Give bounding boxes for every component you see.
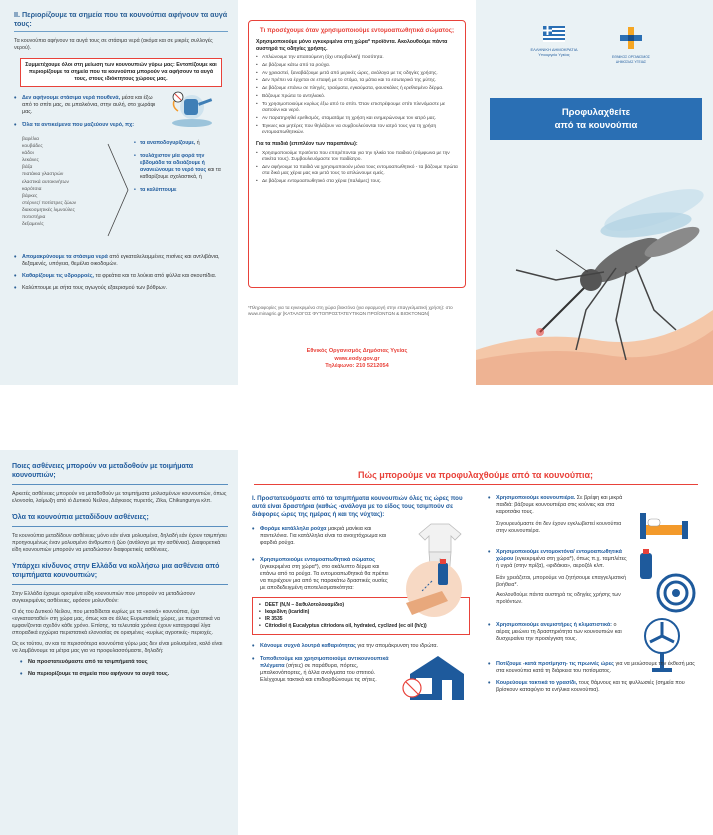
bed-icon bbox=[636, 501, 692, 541]
measure-protect: • Να προστατευόμαστε από τα τσιμπήματά τους bbox=[20, 659, 228, 666]
container-item: διακοσμητικές λιμνούλες bbox=[22, 207, 75, 213]
item-fan: • Χρησιμοποιούμε ανεμιστήρες ή κλιματιστικά: ο αέρας μειώνει τη δραστηριότητα των κουνουπιών και δυσχεραίνει την προσέγγιση τους. bbox=[488, 622, 628, 643]
list-item: • Αν χρειαστεί, ξαναβάζουμε μετά από μερικές ώρες, ανάλογα με τις οδηγίες χρήσης. bbox=[256, 71, 458, 77]
repellent-box bbox=[248, 20, 466, 288]
divider bbox=[12, 484, 228, 485]
section-bites: Ι. Προστατευόμαστε από τα τσιμπήματα κουνουπιών όλες τις ώρες που αυτά είναι δραστήρια (καθώς -ανάλογα με το είδος τους τσιμπούν σε διάφορες ώρες της ημέρας ή και της νύχτας): bbox=[252, 495, 463, 518]
panel-cover bbox=[476, 0, 713, 385]
precautions-text: Ως εκ τούτου, αν και τα περισσότερα κουνούπια γύρω μας δεν είναι μολυσμένα, καλό είναι να λαμβάνουμε τα μέτρα μας για να προφυλασσόμαστε, δηλαδή: bbox=[12, 641, 223, 654]
container-item: λεκάνες bbox=[22, 158, 39, 164]
item-lawn: • Κουρεύουμε τακτικά το γρασίδι, τους θάμνους και τις φυλλωσιές (σημεία που βρίσκουν καταφύγιο τα ενήλικα κουνούπια). bbox=[488, 680, 700, 694]
substance-item: • DEET (N,N – διεθυλοτολουαμίδιο) bbox=[259, 602, 463, 609]
eody-logo bbox=[608, 26, 654, 65]
risk-heading: Υπάρχει κίνδυνος στην Ελλάδα να κολλήσω μια ασθένεια από τσιμπήματα κουνουπιών; bbox=[12, 563, 220, 579]
callout-box: Συμμετέχουμε όλοι στη μείωση των κουνουπιών γύρω μας: Εντοπίζουμε και περιορίζουμε τα σημεία που τα κουνούπια μπορούν να αφήσουν τα αυγά τους, στους ιδιόκτητους χώρους μας. bbox=[20, 58, 222, 87]
item-watering: • Ποτίζουμε -κατά προτίμηση- τις πρωινές ώρες για να μειώσουμε την έκθεσή μας στα κουνούπια κατά τη διάρκεια του ποτίσματος. bbox=[488, 661, 700, 675]
brochure-back bbox=[0, 450, 713, 835]
west-nile-text: Ο ιός του Δυτικού Νείλου, που μεταδίδεται κυρίως με τα «κοινά» κουνούπια, έχει «εγκατασταθεί» στη χώρα μας, όπως και σε άλλες Ευρωπαϊκές χώρες, με περιστατικά να εμφανίζονται σχεδόν κάθε χρόνο. Επίσης, τα τελευταία χρόνια έχουν καταγραφεί λίγα σποραδικά εγχώρια περιστατικά ελονοσίας σε ορισμένες -κυρίως αγροτικές- περιοχές. bbox=[12, 609, 220, 636]
list-item: • Το χρησιμοποιούμε κυρίως έξω από το σπίτι. Όταν επιστρέψουμε σπίτι πλενόμαστε με σαπούνι και νερό. bbox=[256, 102, 458, 115]
list-item: • Χρησιμοποιούμε προϊόντα που επιτρέπονται για την ηλικία του παιδιού (σύμφωνα με την ετικέτα τους). Συμβουλευόμαστε τον παιδίατρο. bbox=[256, 151, 458, 164]
container-items bbox=[22, 136, 76, 228]
action-items bbox=[134, 140, 230, 200]
insecticide-note2: Ακολουθούμε πάντα αυστηρά τις οδηγίες χρήσης των προϊόντων. bbox=[496, 592, 621, 605]
org-url[interactable]: www.eody.gov.gr bbox=[334, 355, 380, 362]
divider bbox=[14, 31, 228, 32]
banner-line1: Προφυλαχθείτε bbox=[561, 107, 631, 118]
protection-column-left bbox=[252, 495, 470, 689]
container-item: πιατάκια γλαστρών bbox=[22, 172, 64, 178]
container-item: ελαστικά αυτοκινήτων bbox=[22, 179, 69, 185]
diseases-heading: Ποιες ασθένειες μπορούν να μεταδοθούν με τοιμήματα κουνουπιών; bbox=[12, 463, 194, 479]
org-contact bbox=[248, 348, 466, 371]
list-item: • Έγκυες και μητέρες που θηλάζουν να συμβουλεύονται τον ιατρό τους για τη χρήση εντομοαπωθητικών. bbox=[256, 124, 458, 137]
footnote: *Πληροφορίες για τα εγκεκριμένα στη χώρα βιοκτόνα (για εφαρμογή στην επαγγελματική χρήση): στο www.minagric.gr [ΚΑΤΑΛΟΓΟΣ ΦΥΤΟΠΡΟΣΤΑΤΕΥΤΙΚΩΝ ΠΡΟΪΟΝΤΩΝ & ΒΙΟΚΤΟΝΩΝ] bbox=[248, 305, 453, 316]
brace-shape bbox=[106, 142, 132, 238]
intro-text: Τα κουνούπια αφήνουν τα αυγά τους σε στάσιμα νερά (ακόμα και σε μικρές συλλογές νερού). bbox=[14, 38, 213, 51]
bullet-gutters: • Καθαρίζουμε τις υδρορροές, τα φρεάτια και τα λούκια από φύλλα και σκουπίδια. bbox=[14, 273, 228, 280]
measure-limit: • Να περιορίζουμε τα σημεία που αφήνουν τα αυγά τους. bbox=[20, 671, 228, 678]
containers-list bbox=[14, 134, 228, 254]
item-insecticide: • Χρησιμοποιούμε εντομοκτόνα/ εντομοαπωθητικά χώρου (εγκεκριμένα στη χώρα*), όπως π.χ. ταμπλέτες ή υγρά (στην πρίζα), «φιδάκια», αεροζόλ κλπ. bbox=[488, 549, 628, 570]
diseases-text: Αρκετές ασθένειες μπορούν να μεταδοθούν με τσιμπήματα μολυσμένων κουνουπιών, όπως ελονοσία, λοίμωξη από ιό Δυτικού Νείλου, Δάγκειος πυρετός, Zika, Chikungunya κλπ. bbox=[12, 491, 227, 504]
list-item: • Δε βάζουμε εντομοαπωθητικό στα χέρια (παλάμες) τους. bbox=[256, 179, 458, 185]
house-screen-icon bbox=[402, 652, 468, 702]
repellent-title: Τι προσέχουμε όταν χρησιμοποιούμε εντομοαπωθητικά σώματος; bbox=[259, 27, 455, 34]
item-net: • Χρησιμοποιούμε κουνουπιέρα. Σε βρέφη και μικρά παιδιά: βάζουμε κουνουπιέρα στις κούνιες και στα καροτσάκι τους. bbox=[488, 495, 628, 516]
insecticide-note: Εάν χρειάζεται, μπορούμε να ζητήσουμε επαγγελματική βοήθεια*. bbox=[496, 575, 627, 588]
protection-column-right bbox=[488, 495, 700, 699]
substance-item: • Citriodiol ή Eucalyptus citriodora oil, hydrated, cyclized (ec oil (h/c)) bbox=[259, 623, 463, 630]
title-rule bbox=[254, 484, 698, 485]
action-item: • τα αναποδογυρίζουμε, ή bbox=[134, 140, 230, 147]
item-clothing: • Φοράμε κατάλληλα ρούχα μακριά μανίκια και παντελόνια. Για κατάλληλα είναι τα ανοιχτόχρωμα και φαρδιά ρούχα. bbox=[252, 526, 400, 547]
repellent-subtitle: Χρησιμοποιούμε μόνο εγκεκριμένα στη χώρα* προϊόντα. Ακολουθούμε πάντα αυστηρά τις οδηγίες χρήσης. bbox=[256, 39, 448, 52]
greek-flag-icon bbox=[543, 26, 565, 42]
bullet-containers: • Όλα τα αντικείμενα που μαζεύουν νερό, πχ: bbox=[14, 122, 228, 129]
net-note: Σιγουρευόμαστε ότι δεν έχουν εγκλωβιστεί κουνούπια στην κουνουπιέρα. bbox=[496, 521, 622, 534]
org-name: Εθνικός Οργανισμός Δημόσιας Υγείας bbox=[306, 348, 408, 354]
ministry-logo bbox=[524, 26, 584, 57]
list-item: • Απλώνουμε την απαιτούμενη (όχι υπερβολική) ποσότητα. bbox=[256, 55, 458, 61]
spray-coil-icon bbox=[634, 549, 696, 619]
section-title: ΙΙ. Περιορίζουμε τα σημεία που τα κουνούπια αφήνουν τα αυγά τους: bbox=[14, 10, 228, 28]
container-item: δεξαμενές bbox=[22, 222, 44, 228]
divider bbox=[12, 584, 228, 585]
divider bbox=[12, 526, 228, 527]
container-item: κουβάδες bbox=[22, 144, 43, 150]
kids-list bbox=[256, 151, 458, 185]
mosquito-illustration bbox=[476, 160, 713, 385]
list-item: • Βάζουμε πρώτα το αντηλιακό. bbox=[256, 94, 458, 100]
container-item: κάδοι bbox=[22, 151, 34, 157]
list-item: • Αν παρατηρηθεί ερεθισμός, σταματάμε τη χρήση και ενημερώνουμε τον ιατρό μας. bbox=[256, 116, 458, 122]
banner-line2: από τα κουνούπια bbox=[554, 120, 638, 131]
list-item: • Δεν αφήνουμε τα παιδιά να χρησιμοποιούν μόνα τους εντομοαπωθητικό - τα βάζουμε πρώτα στα δικά μας χέρια μας και μετά τους το απλώνουμε εμείς. bbox=[256, 165, 458, 178]
bullet-remove-water: • Απομακρύνουμε τα στάσιμα νερά από εγκαταλελειμμένες πισίνες και αντλιβάνια, δεξαμενές, υπόγεια, θεμέλια οικοδομών. bbox=[14, 254, 228, 268]
active-substances-box bbox=[252, 597, 470, 634]
action-item: • τα καλύπτουμε bbox=[134, 187, 230, 194]
protection-title: Πώς μπορούμε να προφυλαχθούμε από τα κουνούπια; bbox=[357, 470, 593, 480]
eody-logo-text: ΕΘΝΙΚΟΣ ΟΡΓΑΝΙΣΜΟΣ ΔΗΜΟΣΙΑΣ ΥΓΕΙΑΣ bbox=[612, 55, 650, 64]
cross-logo-icon bbox=[619, 26, 643, 50]
bullet-vents: • Καλύπτουμε με σήτα τους αγωγούς εξαερισμού των βόθρων. bbox=[14, 285, 228, 292]
panel-diseases bbox=[0, 450, 238, 835]
substance-item: • IR 3535 bbox=[259, 616, 463, 623]
panel-breeding-sites bbox=[0, 0, 238, 385]
brochure-front bbox=[0, 0, 713, 385]
list-item: • Δε βάζουμε κάτω από τα ρούχα. bbox=[256, 63, 458, 69]
container-item: βαρέλια bbox=[22, 137, 39, 142]
cover-banner bbox=[490, 98, 702, 140]
container-item: βάρκες bbox=[22, 193, 38, 199]
repellent-list bbox=[256, 55, 458, 136]
org-phone: Τηλέφωνο: 210 5212054 bbox=[325, 363, 389, 370]
list-item: • Δε βάζουμε επάνω σε πληγές, τραύματα, εγκαύματα, φουσκάλες ή ερεθισμένο δέρμα. bbox=[256, 86, 458, 92]
container-item: ποτιστήρια bbox=[22, 215, 46, 221]
panel-repellent-tips bbox=[238, 0, 476, 385]
ministry-logo-text: ΕΛΛΗΝΙΚΗ ΔΗΜΟΚΡΑΤΙΑ Υπουργείο Υγείας bbox=[530, 47, 578, 57]
action-item: • τουλάχιστον μία φορά την εβδομάδα τα αδειάζουμε ή ανανεώνουμε το νερό τους και τα καθαρίζουμε σχολαστικά, ή bbox=[134, 153, 230, 181]
container-item: καρότσια bbox=[22, 186, 42, 192]
list-item: • Δεν πρέπει να έρχεται σε επαφή με το στόμα, τα μάτια και το εσωτερικό της μύτης. bbox=[256, 78, 458, 84]
risk-text: Στην Ελλάδα έχουμε ορισμένα είδη κουνουπιών που μπορούν να μεταδώσουν συγκεκριμένες ασθένειες, εφόσον μολυνθούν: bbox=[12, 591, 196, 604]
container-item: στέρνες/ ποτίστρες ζώων bbox=[22, 200, 77, 206]
container-item: βάζα bbox=[22, 165, 33, 171]
panel-protection bbox=[238, 450, 713, 835]
kids-title: Για τα παιδιά (επιπλέον των παραπάνω): bbox=[256, 141, 358, 148]
item-bath: • Κάνουμε συχνά λουτρά καθαριότητας για την απομάκρυνση του ιδρώτα. bbox=[252, 643, 470, 650]
item-screens: • Τοποθετούμε και χρησιμοποιούμε αντικουνουπικά πλέγματα (σήτες) σε παράθυρα, πόρτες, μπαλκονόπορτες, ή άλλα ανοίγματα του σπιτιού. Ελέγχουμε τακτικά και επιδιορθώνουμε τις σήτες. bbox=[252, 656, 398, 684]
substance-item: • Ικαριδίνη (icaridin) bbox=[259, 609, 463, 616]
all-mosquitoes-heading: Όλα τα κουνούπια μεταδίδουν ασθένειες; bbox=[12, 514, 149, 521]
item-repellent: • Χρησιμοποιούμε εντομοαπωθητικά σώματος (εγκεκριμένα στη χώρα*), στο ακάλυπτο δέρμα και επάνω από τα ρούχα. Τα εντομοαπωθητικά θα πρέπει να περιέχουν μια από τις παρακάτω δραστικές ουσίες με αποδεδειγμένη αποτελεσματικότητα: bbox=[252, 557, 390, 592]
bullet-standing-water: • Δεν αφήνουμε στάσιμα νερά πουθενά, μέσα και έξω από το σπίτι μας, σε μπαλκόνια, στην αυλή, στο χωράφι μας. bbox=[14, 95, 162, 116]
all-mosquitoes-text: Τα κουνούπια μεταδίδουν ασθένειες μόνο εάν είναι μολυσμένα, δηλαδή εάν έχουν τσιμπήσει προηγουμένως έναν μολυσμένο άνθρωπο ή ζώο (ανάλογα με την ασθένεια). Διαφορετικά είδη κουνουπιών μπορούν να μεταδώσουν διαφορετικές ασθένειες. bbox=[12, 533, 227, 553]
